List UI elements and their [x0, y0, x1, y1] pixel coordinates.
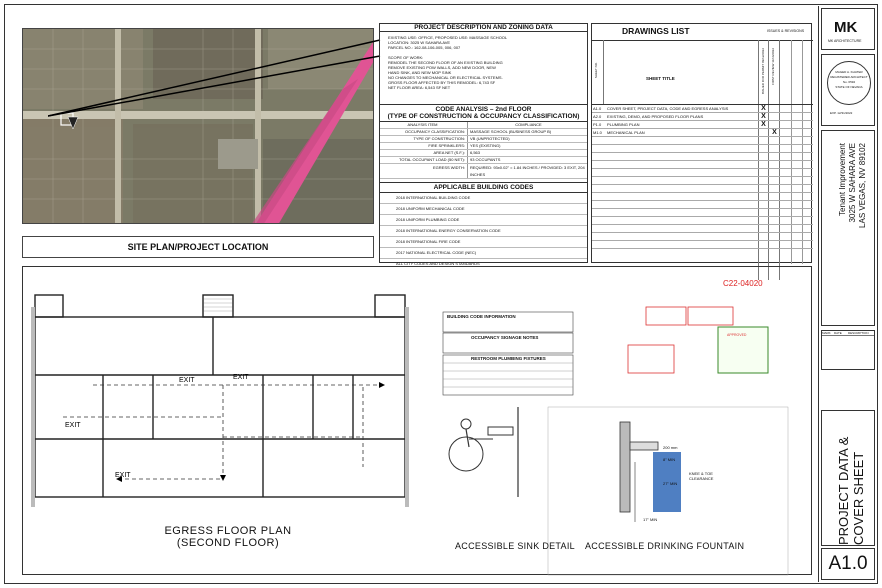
- seal-title: REGISTERED ARCHITECT: [830, 75, 868, 79]
- sheet-title: EXISTING, DEMO, AND PROPOSED FLOOR PLANS: [607, 114, 704, 119]
- compliance-header: COMPLIANCE: [515, 122, 542, 127]
- analysis-row: [380, 157, 587, 164]
- sheet-row: [592, 105, 813, 113]
- sheet-no: M1.0: [593, 130, 602, 135]
- analysis-row: [380, 143, 587, 150]
- issue-mark: X: [761, 113, 766, 120]
- floor-plan-panel: [22, 266, 812, 575]
- sheet-row: [592, 129, 813, 137]
- sheet-title: PLUMBING PLAN: [607, 122, 640, 127]
- desc-line: SCOPE OF WORK:: [388, 55, 424, 60]
- sheet-no: A2.0: [593, 114, 602, 119]
- col-sheet-title: SHEET TITLE: [646, 76, 675, 81]
- issue-mark: X: [772, 129, 777, 136]
- rev-mark-header: MARK: [822, 331, 831, 335]
- desc-line: GROSS FLOOR AFFECTED BY THIS REMODEL: 6,743 SF: [388, 80, 496, 85]
- desc-line: HAND SINK, AND NEW MOP SINK: [388, 70, 452, 75]
- firm-logo-box: [821, 8, 875, 50]
- issue-mark: [769, 113, 780, 120]
- col-sheet-no: SHEET NO.: [594, 62, 598, 79]
- knee-toe-clearance: KNEE & TOE CLEARANCE: [689, 471, 714, 481]
- code-analysis-subheading: (TYPE OF CONSTRUCTION & OCCUPANCY CLASSIFICATION): [387, 113, 580, 120]
- desc-line: NET FLOOR AREA: 6,543 SF NET: [388, 85, 451, 90]
- seal-state: STATE OF NEVADA: [835, 85, 863, 89]
- code-item: 2018 INTERNATIONAL FIRE CODE: [380, 237, 587, 248]
- codes-title: APPLICABLE BUILDING CODES: [380, 182, 587, 193]
- drawings-list-title: DRAWINGS LIST: [622, 26, 690, 36]
- egress-floor-plan-title: [153, 525, 303, 549]
- issues-revisions-label: ISSUES & REVISIONS: [767, 29, 805, 33]
- analysis-value: YES (EXISTING): [470, 143, 501, 148]
- revision-table: [821, 330, 875, 370]
- col-issue-2: FIRST REVIEW 11/14/2022: [771, 48, 775, 85]
- analysis-key: FIRE SPRINKLERS:: [380, 143, 468, 149]
- issue-mark: [769, 105, 780, 112]
- analysis-row: [380, 129, 587, 136]
- exit-label: EXIT: [115, 472, 131, 479]
- exit-label: EXIT: [65, 422, 81, 429]
- accessible-sink-label: ACCESSIBLE SINK DETAIL: [455, 541, 575, 551]
- sheet-name-box: [821, 410, 875, 546]
- seal-number: No. 6594: [842, 80, 856, 84]
- restroom-fixtures-title: RESTROOM PLUMBING FIXTURES: [471, 356, 546, 361]
- analysis-key: TOTAL OCCUPANT LOAD (50 NET):: [380, 157, 468, 163]
- code-item: 2018 UNIFORM MECHANICAL CODE: [380, 204, 587, 215]
- code-item: 2018 INTERNATIONAL BUILDING CODE: [380, 193, 587, 204]
- drawings-list-panel: [591, 23, 812, 263]
- code-item: 2018 INTERNATIONAL ENERGY CONSERVATION CODE: [380, 226, 587, 237]
- architect-stamp-box: [821, 54, 875, 126]
- desc-line: EXISTING USE: OFFICE, PROPOSED USE: MASSAGE SCHOOL: [388, 35, 508, 40]
- floor-plan-title-line2: (SECOND FLOOR): [176, 537, 280, 549]
- sheet-number: A1.0: [821, 548, 875, 580]
- issue-mark: X: [761, 105, 766, 112]
- desc-line: NO CHANGES TO MECHANICAL OR ELECTRICAL SYSTEMS.: [388, 75, 503, 80]
- egress-floor-plan-drawing: [23, 267, 813, 576]
- fountain-dim-8min: 8" MIN: [663, 457, 676, 462]
- sheet-title: MECHANICAL PLAN: [607, 130, 645, 135]
- exit-label: EXIT: [233, 374, 249, 381]
- fountain-dim-17min: 17" MIN: [643, 517, 658, 522]
- desc-line: REMOVE EXISTING POW WALLS, ADD NEW DOOR, NEW: [388, 65, 496, 70]
- project-name: Tenant Improvement: [838, 143, 847, 216]
- firm-name: MK ARCHITECTURE: [828, 39, 862, 43]
- title-block: [818, 6, 876, 582]
- analysis-row: [380, 164, 587, 179]
- analysis-value: MASSAGE SCHOOL (BUSINESS GROUP B): [470, 129, 552, 134]
- col-issue-1: ISSUED FOR PERMIT 09/12/2022: [761, 48, 765, 95]
- code-analysis-title: [380, 104, 587, 122]
- issue-mark: X: [761, 121, 766, 128]
- sheet-no: A1.0: [593, 106, 602, 111]
- fountain-dim-27min: 27" MIN: [663, 481, 678, 486]
- issue-mark: [769, 121, 780, 128]
- sheet-title: COVER SHEET, PROJECT DATA, CODE AND EGRESS ANALYSIS: [607, 106, 729, 111]
- site-plan-title: SITE PLAN/PROJECT LOCATION: [22, 236, 374, 258]
- analysis-row: [380, 136, 587, 143]
- analysis-key: EGRESS WIDTH:: [380, 164, 468, 178]
- analysis-key: OCCUPANCY CLASSIFICATION:: [380, 129, 468, 135]
- project-address-line1: 3025 W SAHARA AVE: [848, 143, 857, 223]
- project-description: [380, 32, 587, 104]
- project-data-panel: [379, 23, 588, 266]
- floor-plan-title-line1: EGRESS FLOOR PLAN: [164, 525, 292, 537]
- building-code-info-title: BUILDING CODE INFORMATION: [447, 314, 516, 319]
- sheet-rows: [592, 104, 813, 249]
- approved-stamp: APPROVED: [727, 333, 747, 337]
- desc-line: LOCATION: 3025 W SAHARA AVE: [388, 40, 451, 45]
- desc-line: PARCEL NO.: 162-08-106-005, 006, 007: [388, 45, 461, 50]
- analysis-value: 93 OCCUPANTS: [470, 157, 501, 162]
- architect-seal: [827, 61, 871, 105]
- fountain-dim-200mm: 200 mm: [663, 445, 678, 450]
- sheet-row: [592, 121, 813, 129]
- project-address-line2: LAS VEGAS, NV 89102: [858, 143, 867, 228]
- stamp-expiration: EXP. 12/31/2022: [830, 111, 853, 115]
- code-item: ALL CITY CODES AND DESIGN STANDARDS: [396, 261, 480, 266]
- rev-desc-header: DESCRIPTION: [848, 331, 869, 335]
- seal-name: MAGED A. KHATER: [835, 70, 863, 74]
- revision-header: [822, 331, 874, 336]
- exit-label: EXIT: [179, 377, 195, 384]
- analysis-value: VB (UNPROTECTED): [470, 136, 510, 141]
- code-item: 2017 NATIONAL ELECTRICAL CODE (NEC): [380, 248, 587, 259]
- firm-logo: MK: [834, 19, 858, 36]
- project-name-box: [821, 130, 875, 326]
- analysis-row: [380, 150, 587, 157]
- sheet-no: P1.0: [593, 122, 602, 127]
- project-description-title: PROJECT DESCRIPTION AND ZONING DATA: [380, 24, 587, 32]
- occupancy-signage-title: OCCUPANCY SIGNAGE NOTES: [471, 335, 539, 340]
- analysis-value: REQUIRED: 93x0.02" = 1.84 INCHES / PROVIDED: 3 EXIT, 204 INCHES: [470, 165, 585, 177]
- analysis-header-row: [380, 122, 587, 129]
- permit-number: C22-04020: [723, 279, 763, 288]
- accessible-fountain-label: ACCESSIBLE DRINKING FOUNTAIN: [585, 541, 745, 551]
- desc-line: REMODEL THE SECOND FLOOR OF AN EXISTING BUILDING: [388, 60, 503, 65]
- code-item: 2018 UNIFORM PLUMBING CODE: [380, 215, 587, 226]
- analysis-key: AREA NET (S.F.):: [380, 150, 468, 156]
- site-callout-lines: [48, 24, 388, 124]
- code-analysis-heading: CODE ANALYSIS – 2nd FLOOR: [435, 106, 532, 113]
- analysis-value: 6,563: [470, 150, 481, 155]
- sheet-row: [592, 113, 813, 121]
- analysis-item-header: ANALYSIS ITEM: [380, 122, 468, 128]
- analysis-key: TYPE OF CONSTRUCTION:: [380, 136, 468, 142]
- issue-mark: [758, 129, 769, 136]
- sheet-name: PROJECT DATA & COVER SHEET: [836, 436, 866, 545]
- rev-date-header: DATE: [834, 331, 842, 335]
